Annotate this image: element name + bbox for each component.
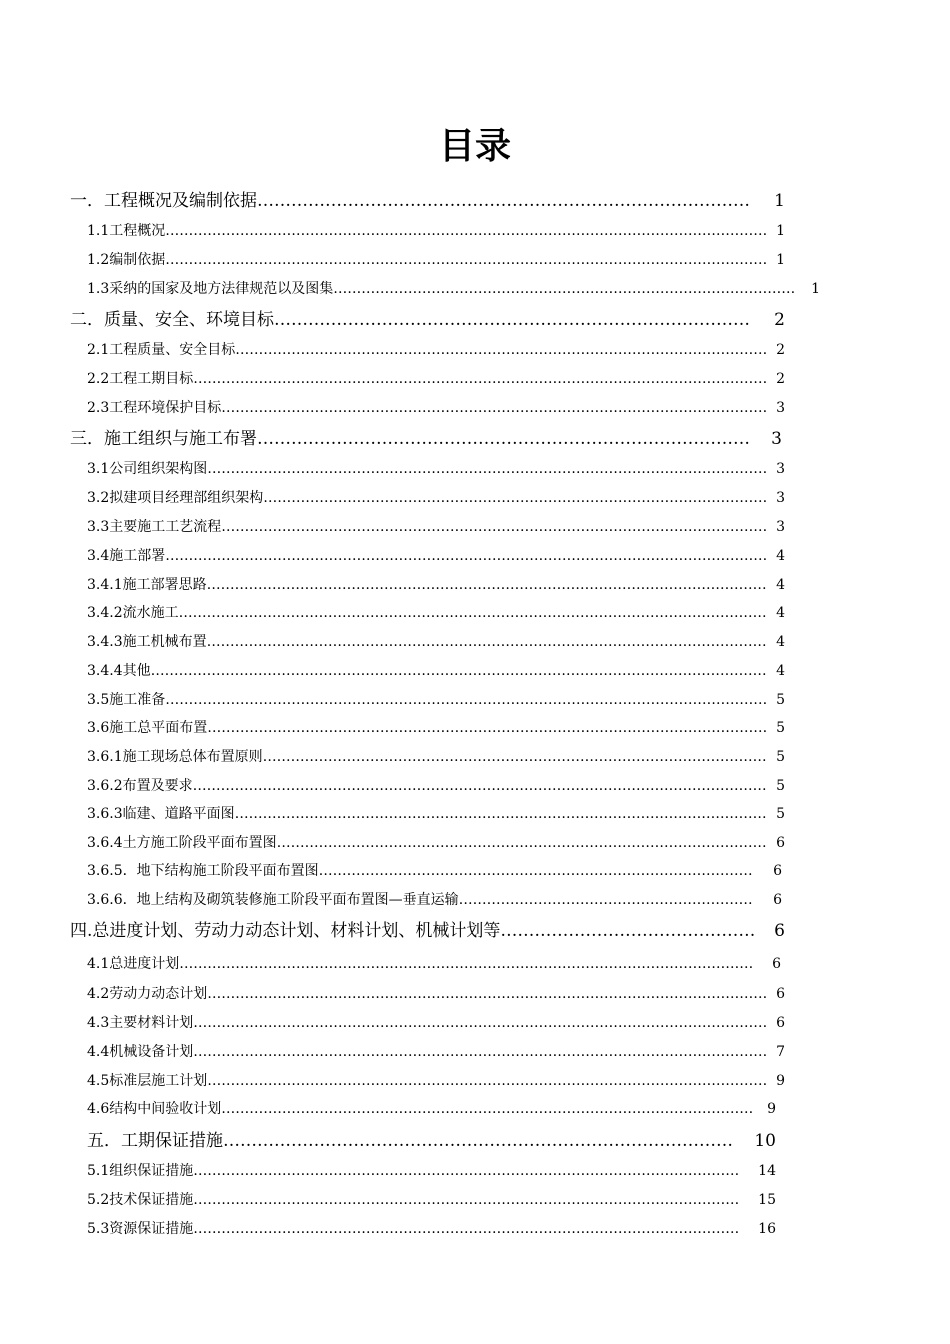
toc-entry[interactable] — [87, 575, 785, 595]
toc-leader-dots: ……………………………………………………… — [458, 892, 753, 908]
toc-entry[interactable] — [87, 221, 785, 241]
toc-entry-page: 6 — [773, 863, 782, 879]
toc-entry[interactable] — [87, 1099, 776, 1119]
toc-entry[interactable] — [87, 632, 785, 652]
toc-leader-dots: …………………………………………………………………………………………………………… — [179, 956, 754, 972]
toc-entry[interactable] — [87, 250, 785, 270]
toc-entry-title: 1.1工程概况 — [87, 223, 166, 239]
toc-entry-title: 五．工期保证措施 — [87, 1131, 223, 1151]
toc-entry-title: 3.6施工总平面布置 — [87, 720, 208, 736]
toc-leader-dots: ……………………………………………………………………………………………… — [262, 749, 767, 765]
toc-entry-page: 5 — [776, 720, 785, 736]
toc-leader-dots: …………………………………………………………………………………………………………… — [193, 1015, 768, 1031]
toc-entry-page: 6 — [772, 956, 781, 972]
toc-entry[interactable] — [87, 369, 785, 389]
toc-leader-dots: ……………………………………………………………………………………………………… — [193, 1221, 740, 1237]
toc-entry-title: 3.4.4其他 — [87, 663, 151, 679]
toc-entry-title: 三．施工组织与施工布署 — [70, 429, 257, 449]
toc-entry[interactable] — [87, 546, 785, 566]
toc-entry-title: 3.5施工准备 — [87, 692, 166, 708]
toc-leader-dots: ………………………………………………………………………… — [274, 310, 750, 330]
toc-entry-title: 1.2编制依据 — [87, 252, 166, 268]
toc-entry-title: 3.4.3施工机械布置 — [87, 634, 207, 650]
toc-entry-page: 1 — [776, 252, 785, 268]
toc-leader-dots: …………………………………………………………………………………………… — [276, 835, 767, 851]
toc-leader-dots: ……………………………………………………………………………………………………… — [221, 400, 768, 416]
toc-entry-title: 3.6.1施工现场总体布置原则 — [87, 749, 263, 765]
toc-entry[interactable] — [70, 428, 782, 450]
toc-entry-title: 二．质量、安全、环境目标 — [70, 310, 274, 330]
toc-entry[interactable] — [87, 954, 781, 974]
toc-entry-title: 2.2工程工期目标 — [87, 371, 194, 387]
toc-entry-page: 6 — [773, 892, 782, 908]
toc-entry[interactable] — [87, 603, 785, 623]
toc-entry-page: 14 — [758, 1163, 776, 1179]
toc-leader-dots: ………………………………………………………………………………………………………… — [207, 720, 768, 736]
toc-entry-title: 5.1组织保证措施 — [87, 1163, 194, 1179]
toc-entry-title: 3.4施工部署 — [87, 548, 166, 564]
toc-entry-title: 一．工程概况及编制依据 — [70, 191, 257, 211]
toc-entry[interactable] — [87, 776, 785, 796]
toc-entry-title: 5.2技术保证措施 — [87, 1192, 194, 1208]
toc-entry[interactable] — [87, 661, 785, 681]
toc-leader-dots: ………………………………………………………………………………………………………… — [207, 461, 768, 477]
toc-entry[interactable] — [87, 690, 785, 710]
toc-entry-title: 4.2劳动力动态计划 — [87, 986, 208, 1002]
toc-entry-title: 3.6.3临建、道路平面图 — [87, 806, 235, 822]
toc-entry-page: 7 — [776, 1044, 785, 1060]
toc-entry-page: 3 — [776, 461, 785, 477]
toc-entry[interactable] — [87, 1190, 776, 1210]
toc-leader-dots: ……………………………………………………………………………………………………………… — [178, 605, 767, 621]
toc-entry-title: 3.6.2布置及要求 — [87, 778, 193, 794]
toc-entry[interactable] — [87, 459, 785, 479]
toc-entry-title: 4.4机械设备计划 — [87, 1044, 194, 1060]
toc-entry[interactable] — [87, 279, 820, 299]
toc-entry[interactable] — [87, 747, 785, 767]
toc-entry-title: 5.3资源保证措施 — [87, 1221, 194, 1237]
toc-leader-dots: ……………………………………… — [500, 921, 756, 941]
toc-entry-title: 3.6.6．地上结构及砌筑装修施工阶段平面布置图—垂直运输 — [87, 892, 459, 908]
toc-leader-dots: ……………………………………………………………………………………………………… — [221, 519, 768, 535]
toc-entry-page: 1 — [774, 191, 785, 211]
toc-entry-page: 5 — [776, 749, 785, 765]
toc-entry-title: 3.6.5．地下结构施工阶段平面布置图 — [87, 863, 319, 879]
toc-entry-title: 2.1工程质量、安全目标 — [87, 342, 236, 358]
toc-entry-page: 6 — [776, 1015, 785, 1031]
toc-entry-page: 4 — [776, 577, 785, 593]
toc-leader-dots: …………………………………………………………………………………………………………… — [193, 1044, 768, 1060]
page-title: 目录 — [438, 126, 511, 167]
toc-leader-dots: ……………………………………………………………………………………… — [333, 281, 796, 297]
toc-entry-page: 4 — [776, 634, 785, 650]
toc-entry-title: 3.6.4土方施工阶段平面布置图 — [87, 835, 277, 851]
toc-entry[interactable] — [87, 398, 785, 418]
toc-entry[interactable] — [87, 1071, 785, 1091]
toc-leader-dots: ………………………………………………………………………………………………………………… — [165, 223, 768, 239]
toc-leader-dots: ……………………………………………………………………………………………………… — [193, 1192, 740, 1208]
toc-entry-page: 4 — [776, 605, 785, 621]
toc-entry-title: 4.5标准层施工计划 — [87, 1073, 208, 1089]
toc-entry[interactable] — [87, 1130, 776, 1152]
toc-entry-title: 2.3工程环境保护目标 — [87, 400, 222, 416]
toc-leader-dots: ………………………………………………………………………………………………………… — [206, 577, 767, 593]
toc-entry-page: 6 — [776, 986, 785, 1002]
toc-entry[interactable] — [87, 1161, 776, 1181]
toc-leader-dots: …………………………………………………………………………………………………… — [234, 806, 767, 822]
toc-leader-dots: …………………………………………………………………………… — [257, 191, 750, 211]
toc-entry-page: 3 — [776, 400, 785, 416]
toc-entry[interactable] — [87, 833, 785, 853]
toc-entry-title: 4.1总进度计划 — [87, 956, 180, 972]
toc-leader-dots: ……………………………………………………………………………………………………… — [193, 1163, 740, 1179]
toc-leader-dots: ……………………………………………………………………………… — [223, 1131, 733, 1151]
toc-entry[interactable] — [70, 920, 785, 942]
toc-entry[interactable] — [87, 340, 785, 360]
toc-entry-page: 6 — [776, 835, 785, 851]
toc-entry-page: 5 — [776, 806, 785, 822]
toc-leader-dots: ………………………………………………………………………………………………………………… — [165, 692, 768, 708]
toc-entry-title: 3.4.2流水施工 — [87, 605, 179, 621]
toc-entry[interactable] — [87, 517, 785, 537]
toc-entry-page: 5 — [776, 692, 785, 708]
toc-entry-title: 3.1公司组织架构图 — [87, 461, 208, 477]
toc-entry[interactable] — [87, 488, 785, 508]
toc-entry-page: 2 — [776, 342, 785, 358]
toc-entry-page: 2 — [776, 371, 785, 387]
toc-entry-page: 6 — [774, 921, 785, 941]
toc-entry[interactable] — [87, 861, 782, 881]
toc-leader-dots: ……………………………………………………………………………………………… — [263, 490, 768, 506]
toc-entry-title: 4.3主要材料计划 — [87, 1015, 194, 1031]
toc-leader-dots: ………………………………………………………………………………………………………… — [207, 986, 768, 1002]
toc-entry-page: 9 — [776, 1073, 785, 1089]
toc-entry-page: 9 — [767, 1101, 776, 1117]
toc-entry[interactable] — [87, 718, 785, 738]
toc-leader-dots: …………………………………………………………………………………………………………………… — [150, 663, 767, 679]
toc-entry-title: 3.2拟建项目经理部组织架构 — [87, 490, 264, 506]
toc-entry-title: 1.3采纳的国家及地方法律规范以及图集 — [87, 281, 334, 297]
toc-leader-dots: ………………………………………………………………………………… — [318, 863, 753, 879]
toc-entry-page: 10 — [754, 1131, 776, 1151]
toc-leader-dots: ………………………………………………………………………………………………………… — [207, 1073, 768, 1089]
toc-leader-dots: ………………………………………………………………………………………………………………… — [165, 252, 768, 268]
toc-entry[interactable] — [70, 190, 785, 212]
toc-entry-page: 1 — [776, 223, 785, 239]
toc-entry-page: 3 — [776, 490, 785, 506]
toc-entry-title: 3.4.1施工部署思路 — [87, 577, 207, 593]
toc-leader-dots: …………………………………………………………………………………………………… — [221, 1101, 754, 1117]
toc-entry-page: 4 — [776, 663, 785, 679]
toc-entry-title: 4.6结构中间验收计划 — [87, 1101, 222, 1117]
toc-entry[interactable] — [87, 1042, 785, 1062]
toc-entry[interactable] — [87, 1013, 785, 1033]
toc-leader-dots: …………………………………………………………………………………………………… — [235, 342, 768, 358]
toc-leader-dots: …………………………………………………………………………………………………………… — [193, 371, 768, 387]
toc-leader-dots: ………………………………………………………………………………………………………………… — [165, 548, 768, 564]
toc-entry-page: 16 — [758, 1221, 776, 1237]
toc-entry-page: 4 — [776, 548, 785, 564]
toc-entry-title: 3.3主要施工工艺流程 — [87, 519, 222, 535]
toc-entry-page: 1 — [811, 281, 820, 297]
toc-entry-page: 2 — [774, 310, 785, 330]
toc-entry-page: 3 — [776, 519, 785, 535]
toc-entry[interactable] — [70, 309, 785, 331]
toc-entry[interactable] — [87, 984, 785, 1004]
toc-entry[interactable] — [87, 1219, 776, 1239]
toc-entry[interactable] — [87, 804, 785, 824]
toc-leader-dots: ………………………………………………………………………………………………………… — [206, 634, 767, 650]
toc-entry-title: 四.总进度计划、劳动力动态计划、材料计划、机械计划等 — [70, 921, 501, 941]
toc-leader-dots: …………………………………………………………………………… — [257, 429, 750, 449]
toc-entry-page: 15 — [758, 1192, 776, 1208]
toc-entry-page: 3 — [771, 429, 782, 449]
toc-entry-page: 5 — [776, 778, 785, 794]
toc-leader-dots: …………………………………………………………………………………………………………… — [192, 778, 767, 794]
toc-entry[interactable] — [87, 890, 782, 910]
